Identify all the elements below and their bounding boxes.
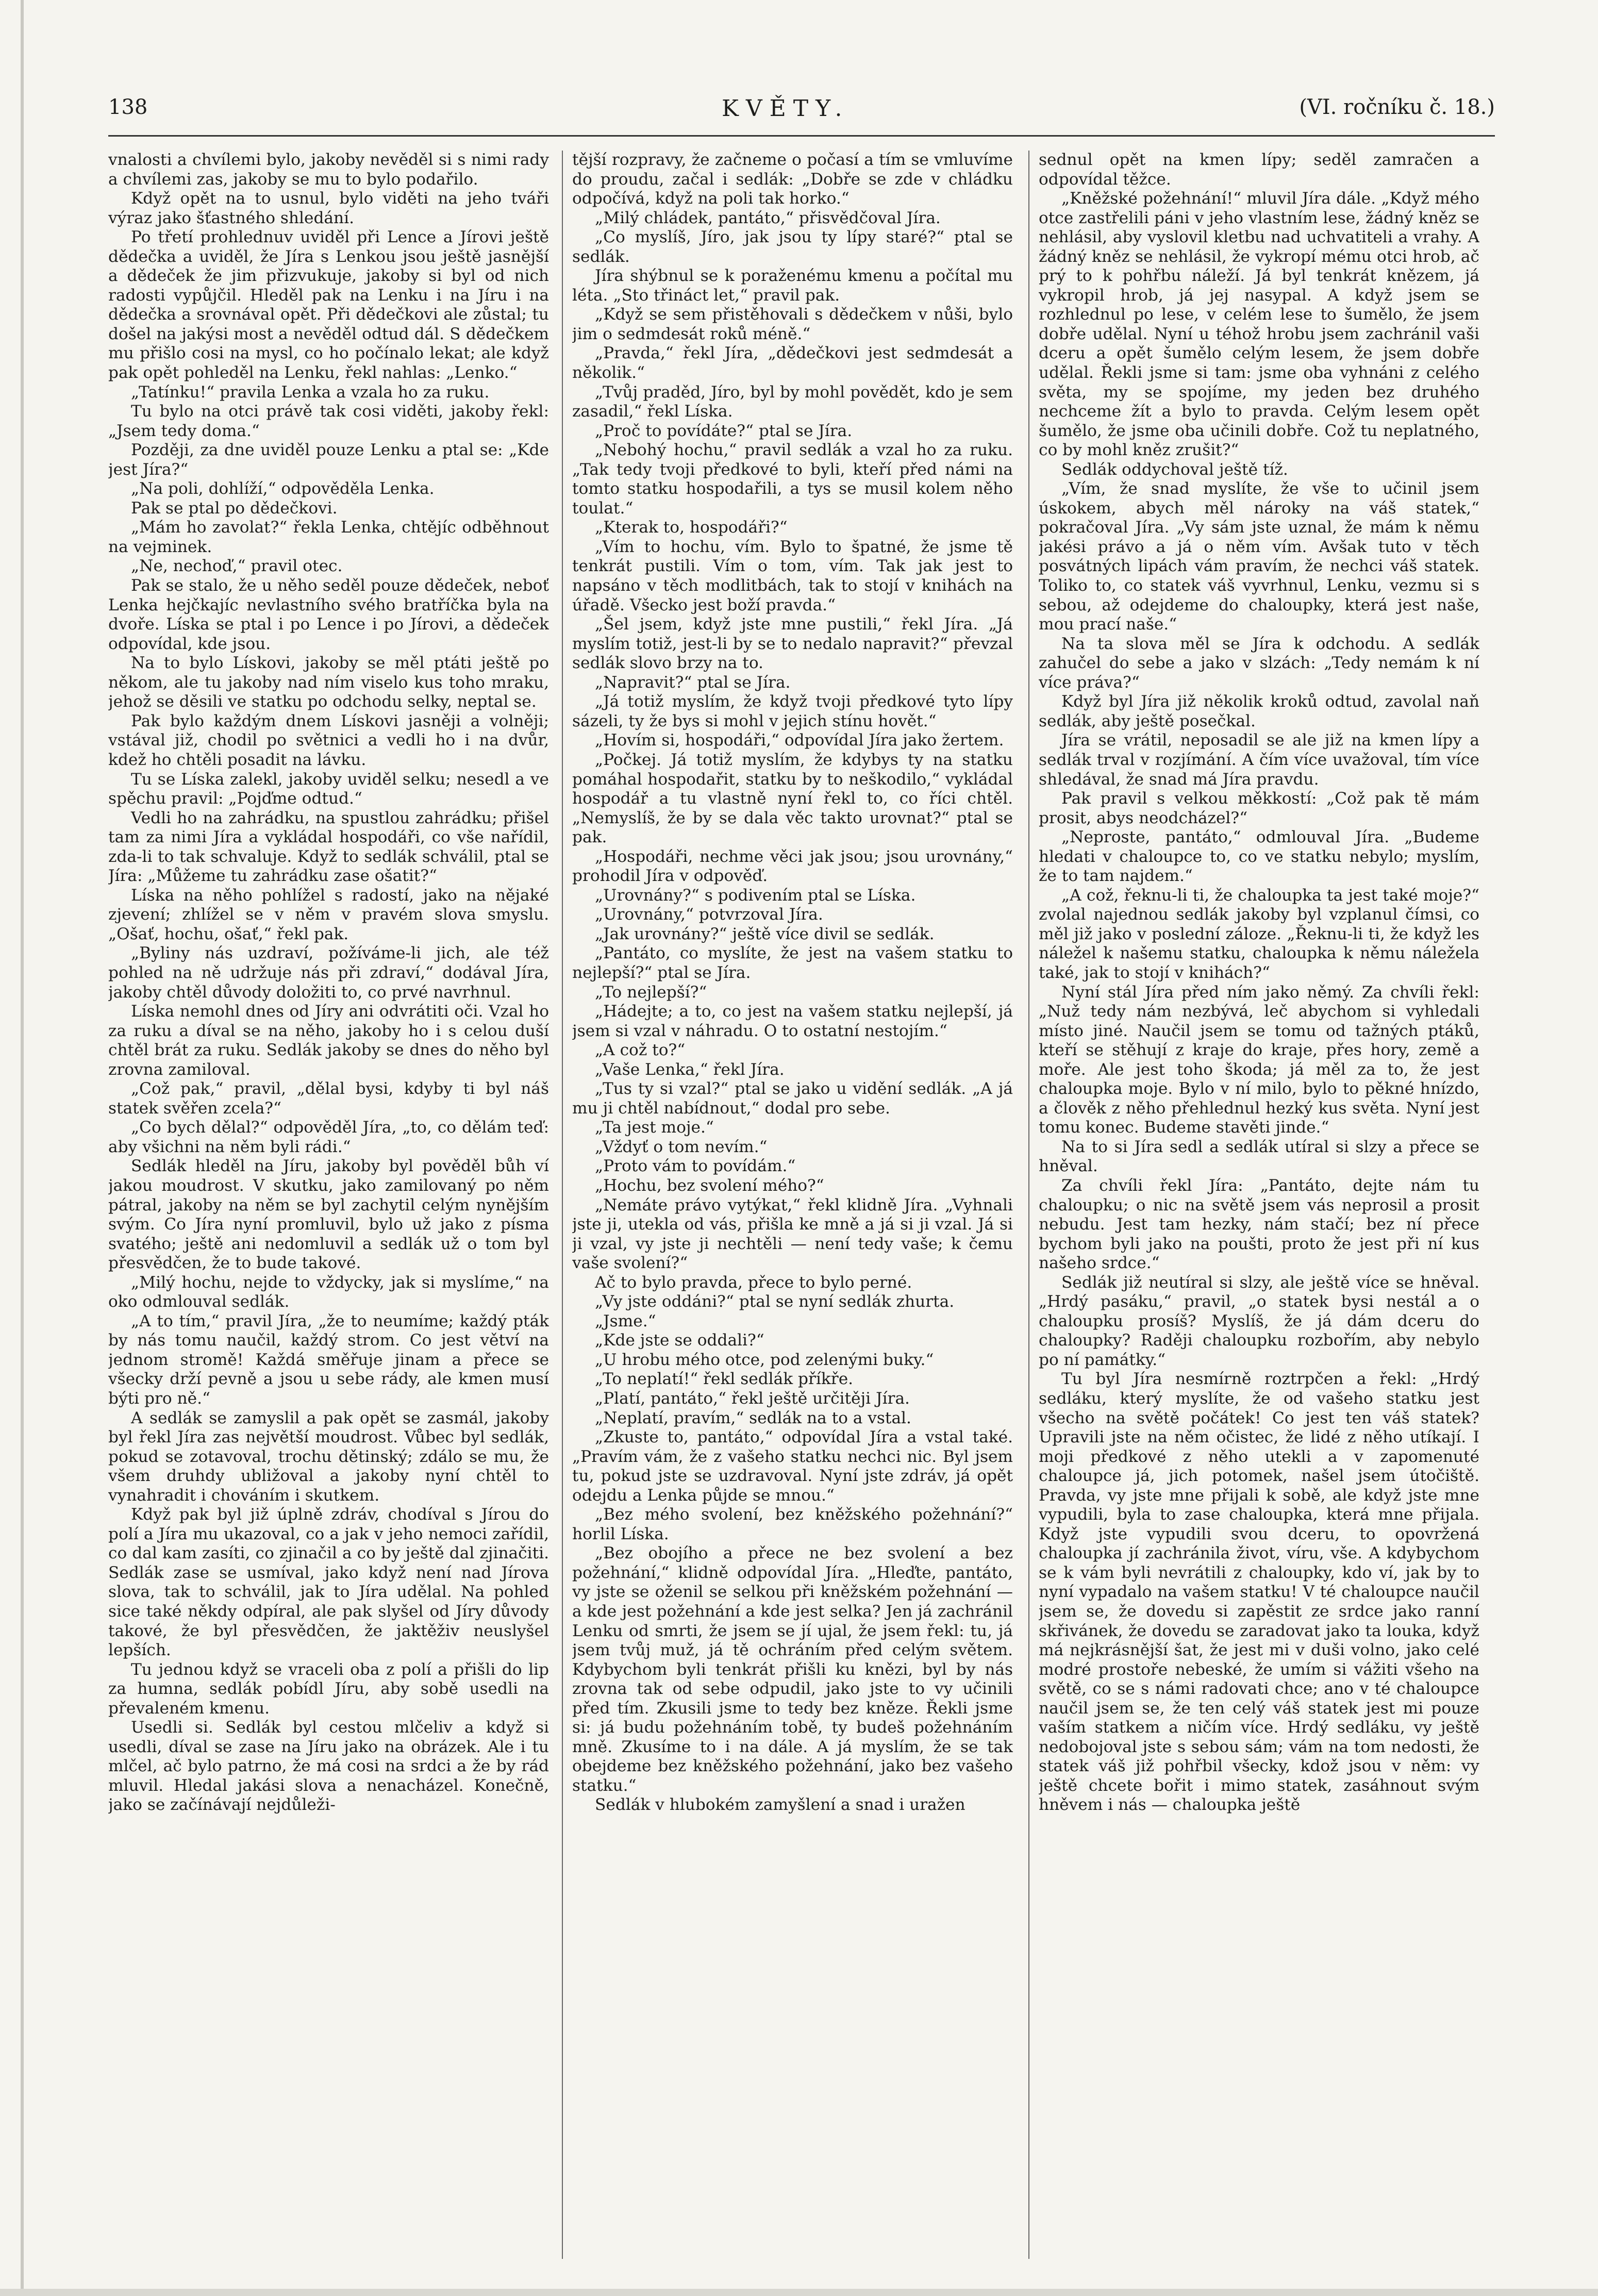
paragraph: Pak se ptal po dědečkovi. [131,498,338,518]
paragraph: „Co bych dělal?“ odpověděl Jíra, „to, co dělám teď: aby všichni na něm byli rádi.“ [108,1118,549,1156]
paragraph: „Bez mého svolení, bez kněžského požehnání?“ horlil Líska. [572,1505,1013,1543]
paragraph: „Což pak,“ pravil, „dělal bysi, kdyby ti byl náš statek svěřen zcela?“ [108,1079,549,1118]
text-column-3 [1039,151,1479,2264]
paragraph: „A což to?“ [595,1041,686,1060]
header-rule [108,135,1495,137]
paragraph: „Pantáto, co myslíte, že jest na vašem statku to nejlepší?“ ptal se Jíra. [572,944,1013,982]
paragraph: Tu bylo na otci právě tak cosi viděti, jakoby řekl: „Jsem tedy doma.“ [108,402,549,440]
paragraph: „Tus ty si vzal?“ ptal se jako u vidění sedlák. „A já mu ji chtěl nabídnout,“ dodal pro sebe. [572,1079,1013,1118]
paragraph: Za chvíli řekl Jíra: „Pantáto, dejte nám tu chaloupku; o nic na světě jsem vás neprosil a prosit nebudu. Jest tam hezky, nám stačí; bez ní přece bychom byli jako na poušti, proto že jest při ní kus našeho srdce.“ [1039,1176,1479,1273]
paragraph: „Tvůj praděd, Jíro, byl by mohl povědět, kdo je sem zasadil,“ řekl Líska. [572,382,1013,421]
paragraph: Tu jednou když se vraceli oba z polí a přišli do lip za humna, sedlák pobídl Jíru, aby sobě usedli na převaleném kmenu. [108,1660,549,1718]
paragraph: Když opět na to usnul, bylo viděti na jeho tváři výraz jako šťastného shledání. [108,189,549,227]
paragraph: „Šel jsem, když jste mne pustili,“ řekl Jíra. „Já myslím totiž, jest-li by se to nedalo napravit?“ převzal sedlák slovo brzy na to. [572,615,1013,673]
paragraph: „Milý hochu, nejde to vždycky, jak si myslíme,“ na oko odmlouval sedlák. [108,1273,549,1311]
issue-label: (VI. ročníku č. 18.) [1299,95,1495,119]
paragraph: „Platí, pantáto,“ řekl ještě určitěji Jíra. [595,1389,910,1408]
paragraph: „Já totiž myslím, že když tvoji předkové tyto lípy sázeli, ty že bys si mohl v jejich stínu hovět.“ [572,692,1013,730]
paragraph: Pak pravil s velkou měkkostí: „Což pak tě mám prosit, abys neodcházel?“ [1039,789,1479,827]
paragraph: „Napravit?“ ptal se Jíra. [595,673,791,692]
paragraph: „Jak urovnány?“ ještě více divil se sedlák. [595,924,935,943]
paragraph: Na to bylo Lískovi, jakoby se měl ptáti ještě po někom, ale tu jakoby nad ním viselo kus toho mraku, jehož se děsili ve statku po odchodu selky, neptal se. [108,654,549,711]
paragraph: „A to tím,“ pravil Jíra, „že to neumíme; každý pták by nás tomu naučil, každý strom. Co jest větví na jednom stromě! Každá směřuje jinam a přece se všecky drží pevně a jsou u sebe rády, ale kmen musí býti pro ně.“ [108,1311,549,1408]
page-number: 138 [108,95,148,119]
paragraph: „To neplatí!“ řekl sedlák příkře. [595,1370,854,1389]
paragraph: Sedlák hleděl na Jíru, jakoby byl pověděl bůh ví jakou moudrost. V skutku, jako zamilovaný po něm pátral, jakoby na něm se byl zachytil celým nynějším svým. Co Jíra nyní promluvil, bylo už jako z písma svatého; ještě ani nedomluvil a sedlák už o tom byl přesvědčen, že to bude takové. [108,1157,549,1273]
paragraph: vnalosti a chvílemi bylo, jakoby nevěděl si s nimi rady a chvílemi zas, jakoby se mu to bylo podařilo. [108,151,549,189]
paragraph: Vedli ho na zahrádku, na spustlou zahrádku; přišel tam za nimi Jíra a vykládal hospodáři, co vše nařídil, zda-li to tak schvaluje. Když to sedlák schválil, ptal se Jíra: „Můžeme tu zahrádku zase ošatit?“ [108,808,549,886]
journal-title: KVĚTY. [722,95,850,122]
paragraph: Nyní stál Jíra před ním jako němý. Za chvíli řekl: „Nuž tedy nám nezbývá, leč abychom si vyhledali místo jiné. Naučil jsem se tomu od tažných ptáků, kteří se stěhují z kraje do kraje, přes hory, země a moře. Ale jest toho škoda; já měl za to, že jest chaloupka moje. Bylo v ní milo, bylo to pěkné hnízdo, a člověk z něho přehlednul hezký kus světa. Nyní jest tomu konec. Budeme stavěti jinde.“ [1039,983,1479,1137]
column-divider-1 [562,151,563,2259]
paragraph: „Hochu, bez svolení mého?“ [595,1176,824,1195]
paragraph: „Proto vám to povídám.“ [595,1157,796,1176]
page-header [108,95,1495,131]
paragraph: Sedlák již neutíral si slzy, ale ještě více se hněval. „Hrdý pasáku,“ pravil, „o statek bysi nestál a o chaloupku prosíš? Myslíš, že já dám dceru do chaloupky? Raději chaloupku rozbořím, aby nebylo po ní památky.“ [1039,1273,1479,1369]
paragraph: Líska nemohl dnes od Jíry ani odvrátiti oči. Vzal ho za ruku a díval se na něho, jakoby ho i s celou duší chtěl brát za ruku. Sedlák jakoby se dnes do něho byl zrovna zamiloval. [108,1002,549,1079]
paragraph: „Neproste, pantáto,“ odmlouval Jíra. „Budeme hledati v chaloupce to, co ve statku nebylo; myslím, že to tam najdem.“ [1039,828,1479,886]
paragraph: „Mám ho zavolat?“ řekla Lenka, chtějíc odběhnout na vejminek. [108,518,549,556]
paragraph: „Neplatí, pravím,“ sedlák na to a vstal. [595,1408,911,1427]
paragraph: Líska na něho pohlížel s radostí, jako na nějaké zjevení; zhlížel se v něm v pravém slova smyslu. „Ošať, hochu, ošať,“ řekl pak. [108,886,549,943]
paragraph: „Milý chládek, pantáto,“ přisvědčoval Jíra. [595,208,941,227]
paragraph: „Co myslíš, Jíro, jak jsou ty lípy staré?“ ptal se sedlák. [572,228,1013,266]
paragraph: „Nemáte právo vytýkat,“ řekl klidně Jíra. „Vyhnali jste ji, utekla od vás, přišla ke mně a já si ji vzal. Já si ji vzal, vy jste ji nechtěli — není tedy vaše; k čemu vaše svolení?“ [572,1195,1013,1273]
paragraph: „Kněžské požehnání!“ mluvil Jíra dále. „Když mého otce zastřelili páni v jeho vlastním lese, žádný kněz se nehlásil, aby vyslovil kletbu nad uchvatiteli a vrahy. A žádný kněz se nehlásil, že vykropí mému otci hrob, ač prý to k pohřbu náleží. Já byl tenkrát knězem, já vykropil hrob, já jej nasypal. A když jsem se rozhlednul po lese, v celém lese to šumělo, že jsem dobře udělal. Nyní u téhož hrobu jsem zachránil vaši dceru a opět šumělo celým lesem, že jsem dobře udělal. Řekli jsme si tam: jsme oba vyhnáni z celého světa, my se spojíme, my jeden bez druhého nechceme žít a bylo to pravda. Celým lesem opět šumělo, že jsme oba učinili dobře. Což tu neplatného, co by mohl kněz zrušit?“ [1039,189,1479,460]
paragraph: „Tatínku!“ pravila Lenka a vzala ho za ruku. [131,382,490,402]
paragraph: sednul opět na kmen lípy; seděl zamračen a odpovídal těžce. [1039,151,1479,189]
paragraph: „Bez obojího a přece ne bez svolení a bez požehnání,“ klidně odpovídal Jíra. „Hleďte, pantáto, vy jste se oženil se selkou při kněžském požehnání — a kde jest požehnání a kde jest selka? Jen já zachránil Lenku od smrti, že jsem se jí ujal, že jsem řekl: tu, já jsem tvůj muž, já tě ochráním před celým světem. Kdybychom byli tenkrát přišli ku knězi, byl by nás zrovna tak od sebe odpudil, jako jste to vy učinili před tím. Zkusili jsme to tedy bez kněze. Řekli jsme si: já budu požehnáním tobě, ty budeš požehnáním mně. Zkusíme to i na dále. A já myslím, že se tak obejdeme bez kněžského požehnání, jako bez vašeho statku.“ [572,1544,1013,1795]
paragraph: Sedlák oddychoval ještě tíž. [1061,460,1288,479]
paragraph: Na ta slova měl se Jíra k odchodu. A sedlák zahučel do sebe a jako v slzách: „Tedy nemám k ní více práva?“ [1039,634,1479,692]
paragraph: Když byl Jíra již několik kroků odtud, zavolal naň sedlák, aby ještě posečkal. [1039,692,1479,730]
paragraph: „Jsme.“ [595,1311,656,1330]
paragraph: Později, za dne uviděl pouze Lenku a ptal se: „Kde jest Jíra?“ [108,441,549,479]
paragraph: „Vím, že snad myslíte, že vše to učinil jsem úskokem, abych měl nároky na váš statek,“ pokračoval Jíra. „Vy sám jste uznal, že mám k němu jakési právo a já o něm vím. Avšak tuto v těch posvátných lipách vám pravím, že nechci váš statek. Toliko to, co statek váš vyvrhnul, Lenku, vezmu si s sebou, až odejdeme do chaloupky, která jest naše, mou prací naše.“ [1039,479,1479,634]
paragraph: „Ta jest moje.“ [595,1118,714,1137]
paragraph: A sedlák se zamyslil a pak opět se zasmál, jakoby byl řekl Jíra zas největší moudrost. Vůbec byl sedlák, pokud se zotavoval, trochu dětinský; zdálo se mu, že všem druhdy ubližoval a jakoby nyní chtěl to vynahradit i chováním i skutkem. [108,1408,549,1505]
paragraph: Jíra shýbnul se k poraženému kmenu a počítal mu léta. „Sto třináct let,“ pravil pak. [572,267,1013,305]
paragraph: „Vaše Lenka,“ řekl Jíra. [595,1060,785,1079]
text-column-1 [108,151,549,2264]
paragraph: Po třetí prohlednuv uviděl při Lence a Jírovi ještě dědečka a uviděl, že Jíra s Lenkou jsou ještě jasnější a dědeček že jim přizvukuje, jakoby si byl od nich radosti vypůjčil. Hleděl pak na Lenku i na Jíru i na dědečka a srovnával opět. Při dědečkovi ale zůstal; tu došel na jakýsi most a nevěděl odtud dál. S dědečkem mu přišlo cosi na mysl, co ho počínalo lekat; ale když pak opět pohleděl na Lenku, řekl nahlas: „Lenko.“ [108,228,549,382]
paragraph: Na to si Jíra sedl a sedlák utíral si slzy a přece se hněval. [1039,1137,1479,1176]
column-divider-2 [1028,151,1029,2259]
paragraph: „Hádejte; a to, co jest na vašem statku nejlepší, já jsem si vzal v náhradu. O to ostatní nestojím.“ [572,1002,1013,1040]
paragraph: „Zkuste to, pantáto,“ odpovídal Jíra a vstal také. „Pravím vám, že z vašeho statku nechci nic. Byl jsem tu, pokud jste se uzdravoval. Nyní jste zdráv, já opět odejdu a Lenka půjde se mnou.“ [572,1428,1013,1505]
paragraph: „Vždyť o tom nevím.“ [595,1137,768,1156]
paragraph: „U hrobu mého otce, pod zelenými buky.“ [595,1350,934,1369]
paragraph: „Byliny nás uzdraví, požíváme-li jich, ale též pohled na ně udržuje nás při zdraví,“ dodával Jíra, jakoby chtěl důvody doložiti to, co prvé navrhnul. [108,944,549,1002]
paragraph: Jíra se vrátil, neposadil se ale již na kmen lípy a sedlák trval v rozjímání. A čím více uvažoval, tím více shledával, že snad má Jíra pravdu. [1039,731,1479,789]
paragraph: „Hovím si, hospodáři,“ odpovídal Jíra jako žertem. [595,731,1004,750]
paragraph: Usedli si. Sedlák byl cestou mlčeliv a když si usedli, díval se zase na Jíru jako na obrázek. Ale i tu mlčel, ač bylo patrno, že má cosi na srdci a že by rád mluvil. Hledal jakási slova a nenacházel. Konečně, jako se začínávají nejdůleži- [108,1718,549,1815]
paragraph: Tu se Líska zalekl, jakoby uviděl selku; nesedl a ve spěchu pravil: „Pojďme odtud.“ [108,770,549,808]
paragraph: Ač to bylo pravda, přece to bylo perné. [595,1273,912,1292]
paragraph: Pak se stalo, že u něho seděl pouze dědeček, neboť Lenka hejčkajíc nevlastního svého bratříčka byla na dvoře. Líska se ptal i po Lence i po Jírovi, a dědeček odpovídal, kde jsou. [108,576,549,653]
paragraph: „Urovnány,“ potvrzoval Jíra. [595,905,823,924]
paragraph: „Urovnány?“ s podivením ptal se Líska. [595,886,916,905]
paragraph: Tu byl Jíra nesmírně roztrpčen a řekl: „Hrdý sedláku, který myslíte, že od vašeho statku jest všecho na světě počátek! Co jest ten váš statek? Upravili jste na něm očistec, že lidé z něho utíkají. I moji předkové z něho utekli a v zapomenuté chaloupce já, jich potomek, našel jsem útočiště. Pravda, vy jste mne přijali k sobě, ale když jste mne vypudili, byla to zase chaloupka, která mne přijala. Když jste vypudili svou dceru, to opovržená chaloupka jí zachránila život, víru, vše. A kdybychom se k vám byli nevrátili z chaloupky, kdo ví, jak by to nyní vypadalo na vašem statku! V té chaloupce naučil jsem se, že dovedu si zapěstit ze srdce jako ranní skřivánek, že dovedu se zaradovat jako ta louka, když má nejkrásnější šat, že jest mi v duši volno, jako celé modré prostoře nebeské, že umím si vážiti všeho na světě, co se s námi radovati chce; ano v té chaloupce naučil jsem se, že ten celý váš statek jest mi pouze vaším statkem a ničím více. Hrdý sedláku, vy ještě nedobojoval jste s sebou sám; vám na tom nedosti, že statek váš již pohřbil všecky, kdož jsou v něm: vy ještě chcete bořit i mimo statek, zasáhnout svým hněvem i nás — chaloupka ještě [1039,1370,1479,1815]
scan-edge-left [21,0,24,2296]
paragraph: „Nebohý hochu,“ pravil sedlák a vzal ho za ruku. „Tak tedy tvoji předkové to byli, kteří před námi na tomto statku hospodařili, a tys se musil kolem něho toulat.“ [572,441,1013,518]
paragraph: Sedlák v hlubokém zamyšlení a snad i uražen [595,1795,966,1815]
paragraph: „Kterak to, hospodáři?“ [595,518,788,537]
paragraph: „Hospodáři, nechme věci jak jsou; jsou urovnány,“ prohodil Jíra v odpověď. [572,847,1013,886]
paragraph: „Na poli, dohlíží,“ odpověděla Lenka. [131,479,435,498]
paragraph: Pak bylo každým dnem Lískovi jasněji a volněji; vstával již, chodil po světnici a vedli ho i na dvůr, kdež ho chtěli posadit na lávku. [108,711,549,769]
paragraph: tější rozpravy, že začneme o počasí a tím se vmluvíme do proudu, začal i sedlák: „Dobře se zde v chládku odpočívá, když na poli tak horko.“ [572,151,1013,208]
text-column-2 [572,151,1013,2264]
paragraph: „Proč to povídáte?“ ptal se Jíra. [595,421,853,440]
paragraph: „Vy jste oddáni?“ ptal se nyní sedlák zhurta. [595,1292,955,1311]
paragraph: „Vím to hochu, vím. Bylo to špatné, že jsme tě tenkrát pustili. Vím o tom, vím. Tak jak jest to napsáno v těch modlitbách, tak to stojí v knihách na úřadě. Všecko jest boží pravda.“ [572,537,1013,614]
scan-edge-bottom [0,2289,1598,2296]
paragraph: Když pak byl již úplně zdráv, chodíval s Jírou do polí a Jíra mu ukazoval, co a jak v jeho nemoci zařídil, co dal kam zasíti, co zjinačil a co by ještě dal zjinačiti. Sedlák zase se usmíval, jako když není nad Jírova slova, tak to schválil, jak to Jíra udělal. Na pohled sice také někdy odpíral, ale pak slyšel od Jíry důvody takové, že byl přesvědčen, že jaktěživ neuslyšel lepších. [108,1505,549,1660]
paragraph: „A což, řeknu-li ti, že chaloupka ta jest také moje?“ zvolal najednou sedlák jakoby byl vzplanul čímsi, co měl již jako v poslední záloze. „Řeknu-li ti, že když les náležel k našemu statku, chaloupka k němu náležela také, jak to stojí v knihách?“ [1039,886,1479,982]
paragraph: „Když se sem přistěhovali s dědečkem v nůši, bylo jim o sedmdesát roků méně.“ [572,305,1013,343]
paragraph: „To nejlepší?“ [595,983,707,1002]
paragraph: „Kde jste se oddali?“ [595,1331,764,1350]
paragraph: „Pravda,“ řekl Jíra, „dědečkovi jest sedmdesát a několik.“ [572,344,1013,382]
paragraph: „Ne, nechoď,“ pravil otec. [131,557,343,576]
paragraph: „Počkej. Já totiž myslím, že kdybys ty na statku pomáhal hospodařit, statku by to neškodilo,“ vykládal hospodář a tu vlastně nyní řekl to, co říci chtěl. „Nemyslíš, že by se dala věc takto urovnat?“ ptal se pak. [572,750,1013,847]
